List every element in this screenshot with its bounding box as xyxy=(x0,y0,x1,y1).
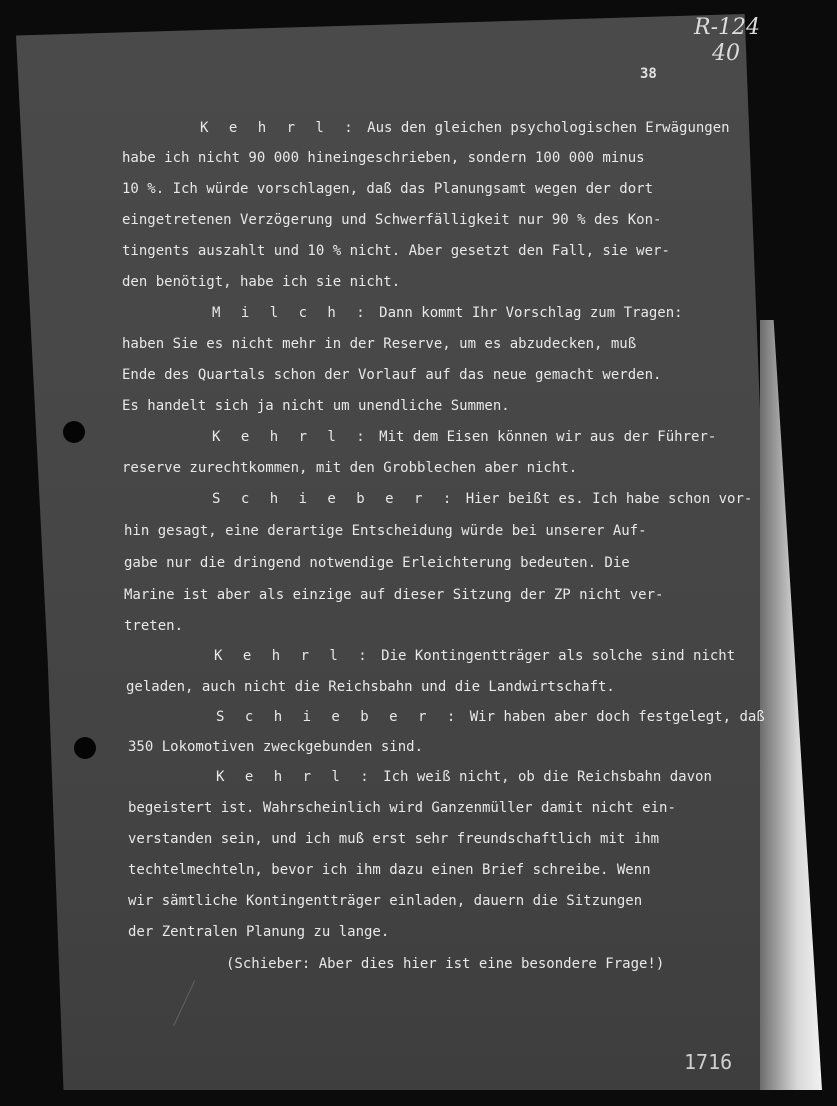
speaker-name: K e h r l : xyxy=(214,648,373,664)
line-text: tingents auszahlt und 10 % nicht. Aber gesetzt den Fall, sie wer- xyxy=(122,243,670,259)
text-line xyxy=(122,150,645,166)
line-text: haben Sie es nicht mehr in der Reserve, um es abzudecken, muß xyxy=(122,336,637,352)
line-text: gabe nur die dringend notwendige Erleichterung bedeuten. Die xyxy=(124,555,630,571)
line-text: der Zentralen Planung zu lange. xyxy=(128,924,390,940)
text-line xyxy=(128,831,659,847)
line-text: begeistert ist. Wahrscheinlich wird Ganzenmüller damit nicht ein- xyxy=(128,800,676,816)
line-text: Hier beißt es. Ich habe schon vor- xyxy=(457,491,753,507)
page-edge xyxy=(760,320,822,1090)
line-text: Wir haben aber doch festgelegt, daß xyxy=(461,709,765,725)
punch-hole xyxy=(74,737,96,759)
line-text: Mit dem Eisen können wir aus der Führer- xyxy=(370,429,717,445)
text-line xyxy=(124,523,647,539)
text-line xyxy=(216,709,765,725)
text-line xyxy=(122,398,510,414)
speaker-name: K e h r l : xyxy=(212,429,371,445)
handwritten-sub-reference: 40 xyxy=(712,41,740,66)
archive-number: 1716 xyxy=(684,1050,733,1074)
speaker-name: S c h i e b e r : xyxy=(212,491,458,507)
text-line xyxy=(122,212,661,228)
line-text: eingetretenen Verzögerung und Schwerfälligkeit nur 90 % des Kon- xyxy=(122,212,662,228)
line-text: 350 Lokomotiven zweckgebunden sind. xyxy=(128,739,424,755)
text-line xyxy=(226,956,664,972)
line-text: techtelmechteln, bevor ich ihm dazu einen Brief schreibe. Wenn xyxy=(128,862,651,878)
line-text: Ich weiß nicht, ob die Reichsbahn davon xyxy=(374,769,712,785)
speaker-name: K e h r l : xyxy=(216,769,375,785)
line-text: Die Kontingentträger als solche sind nicht xyxy=(372,648,736,664)
text-line xyxy=(122,460,577,476)
text-line xyxy=(212,429,716,445)
text-line xyxy=(122,243,670,259)
text-line xyxy=(212,491,752,507)
text-line xyxy=(216,769,712,785)
handwritten-reference: R-124 xyxy=(694,15,760,40)
line-text: reserve zurechtkommen, mit den Grobblechen aber nicht. xyxy=(122,460,578,476)
text-line xyxy=(124,555,630,571)
text-line xyxy=(128,893,642,909)
text-line xyxy=(124,618,183,634)
line-text: Aus den gleichen psychologischen Erwägungen xyxy=(358,120,730,136)
line-text: wir sämtliche Kontingentträger einladen, dauern die Sitzungen xyxy=(128,893,643,909)
line-text: Dann kommt Ihr Vorschlag zum Tragen: xyxy=(370,305,683,321)
text-line xyxy=(128,862,651,878)
text-line xyxy=(122,181,653,197)
line-text: Es handelt sich ja nicht um unendliche Summen. xyxy=(122,398,510,414)
text-line xyxy=(124,587,663,603)
text-line xyxy=(122,367,661,383)
text-line xyxy=(214,648,735,664)
line-text: habe ich nicht 90 000 hineingeschrieben, sondern 100 000 minus xyxy=(122,150,645,166)
line-text: verstanden sein, und ich muß erst sehr freundschaftlich mit ihm xyxy=(128,831,660,847)
line-text: Marine ist aber als einzige auf dieser Sitzung der ZP nicht ver- xyxy=(124,587,664,603)
text-line xyxy=(200,120,730,136)
line-text: den benötigt, habe ich sie nicht. xyxy=(122,274,401,290)
text-line xyxy=(128,739,423,755)
punch-hole xyxy=(63,421,85,443)
line-text: 10 %. Ich würde vorschlagen, daß das Planungsamt wegen der dort xyxy=(122,181,654,197)
page-number: 38 xyxy=(640,66,657,82)
text-line xyxy=(126,679,615,695)
line-text: treten. xyxy=(124,618,184,634)
line-text: (Schieber: Aber dies hier ist eine besondere Frage!) xyxy=(226,956,665,972)
text-line xyxy=(128,924,389,940)
line-text: geladen, auch nicht die Reichsbahn und die Landwirtschaft. xyxy=(126,679,615,695)
text-line xyxy=(122,274,400,290)
line-text: Ende des Quartals schon der Vorlauf auf das neue gemacht werden. xyxy=(122,367,662,383)
speaker-name: S c h i e b e r : xyxy=(216,709,462,725)
text-line xyxy=(212,305,683,321)
text-line xyxy=(128,800,676,816)
line-text: hin gesagt, eine derartige Entscheidung würde bei unserer Auf- xyxy=(124,523,647,539)
speaker-name: M i l c h : xyxy=(212,305,371,321)
speaker-name: K e h r l : xyxy=(200,120,359,136)
text-line xyxy=(122,336,636,352)
